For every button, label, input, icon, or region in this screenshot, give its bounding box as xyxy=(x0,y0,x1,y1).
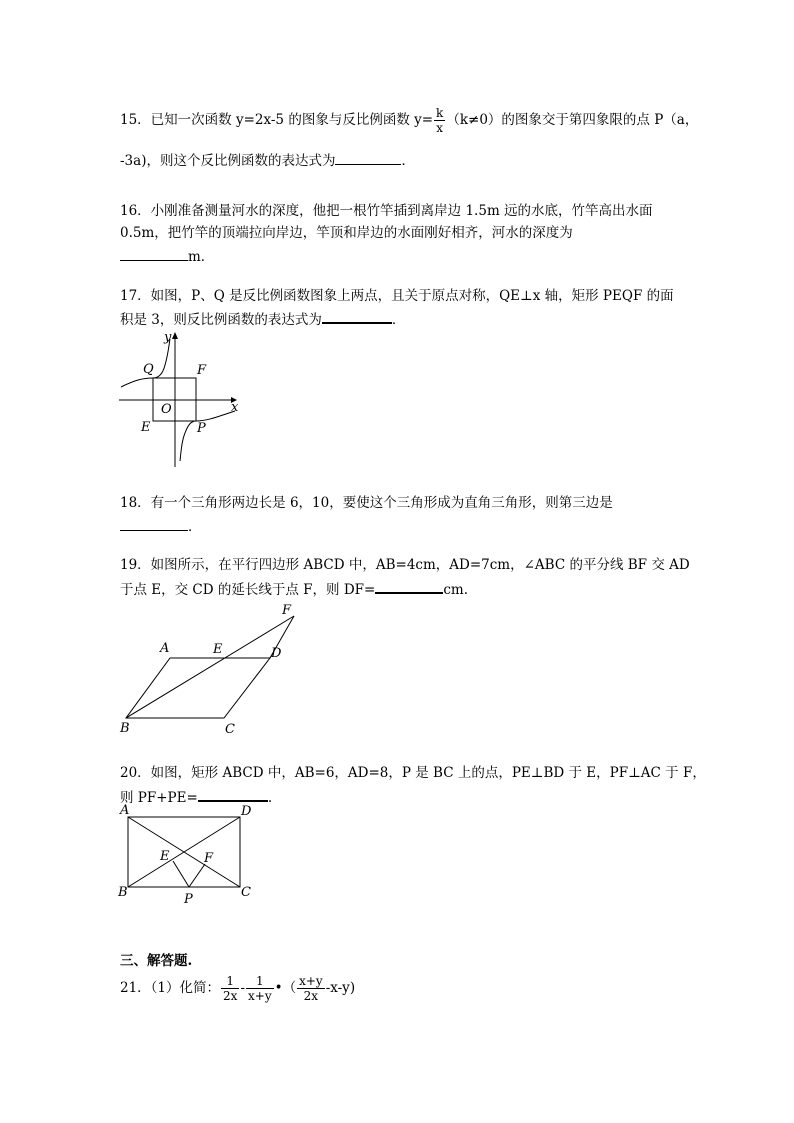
q15-line1 xyxy=(120,106,698,135)
q20-figure-rectangle xyxy=(115,802,260,910)
label-e: E xyxy=(141,420,151,435)
label-q: Q xyxy=(143,362,154,377)
label-e: E xyxy=(213,642,223,657)
q16-line1: 16．小刚准备测量河水的深度，他把一根竹竿插到离岸边 1.5m 远的水底，竹竿高出水面 xyxy=(120,203,653,219)
q17-line1: 17．如图，P、Q 是反比例函数图象上两点，且关于原点对称，QE⊥x 轴，矩形 PEQF 的面 xyxy=(120,288,674,304)
q20-answer-blank[interactable] xyxy=(198,786,268,802)
q15-answer-blank[interactable] xyxy=(335,150,401,165)
label-y: y xyxy=(164,330,172,345)
q15-text-post: （k≠0）的图象交于第四象限的点 P（a， xyxy=(446,112,699,128)
label-c: C xyxy=(241,885,251,900)
label-d: D xyxy=(241,804,252,819)
y-axis-arrow xyxy=(172,332,178,339)
q21-fraction-3: $\frac{x+y}{2x}$ xyxy=(299,974,323,1003)
label-p: P xyxy=(197,421,206,436)
label-f: F xyxy=(197,363,207,378)
segment-pf xyxy=(189,864,205,887)
label-f: F xyxy=(204,851,214,866)
q18-answer-blank[interactable] xyxy=(120,516,188,531)
q19-answer-blank[interactable] xyxy=(375,578,443,594)
q21-fraction-2: $\frac{1}{x+y}$ xyxy=(248,974,272,1003)
section-heading: 三、解答题. xyxy=(120,953,193,969)
q19-figure-parallelogram xyxy=(110,598,310,743)
q18-line1: 18．有一个三角形两边长是 6，10，要使这个三角形成为直角三角形，则第三边是 xyxy=(120,495,613,511)
q21-fraction-1: $\frac{1}{2x}$ xyxy=(223,974,238,1003)
label-f: F xyxy=(282,603,292,618)
q20-line2: 则 PF+PE= . xyxy=(120,786,272,807)
q16-answer-blank[interactable] xyxy=(120,246,188,261)
bisector-bf xyxy=(126,616,294,718)
label-d: D xyxy=(271,646,282,661)
label-a: A xyxy=(160,641,170,656)
q21-line: 21．（1）化简： $\frac{1}{2x}$ - $\frac{1}{x+y}$ •（ $\frac{x+y}{2x}$ -x-y) xyxy=(120,974,356,1003)
label-x: x xyxy=(231,400,239,415)
q15-fraction-k-over-x: $\frac{k}{x}$ xyxy=(436,106,444,135)
label-o: O xyxy=(161,402,172,417)
label-c: C xyxy=(225,722,235,737)
q17-figure-hyperbola xyxy=(115,325,250,475)
label-e: E xyxy=(160,849,170,864)
segment-pe xyxy=(173,861,189,887)
parallelogram-abcd xyxy=(126,658,270,718)
q16-line3: m． xyxy=(120,246,214,266)
q16-line2: 0.5m，把竹竿的顶端拉向岸边，竿顶和岸边的水面刚好相齐，河水的深度为 xyxy=(120,225,573,241)
q19-line1: 19．如图所示，在平行四边形 ABCD 中，AB=4cm，AD=7cm，∠ABC 的平分线 BF 交 AD xyxy=(120,557,690,573)
q17-line2: 积是 3，则反比例函数的表达式为 ． xyxy=(120,308,405,329)
label-p: P xyxy=(184,892,193,907)
label-b: B xyxy=(120,721,130,736)
q17-answer-blank[interactable] xyxy=(322,308,392,324)
q19-line2: 于点 E，交 CD 的延长线于点 F，则 DF= cm. xyxy=(120,578,468,599)
q15-line2: -3a)，则这个反比例函数的表达式为 ． xyxy=(120,150,415,170)
q20-line1: 20．如图，矩形 ABCD 中，AB=6，AD=8，P 是 BC 上的点，PE⊥BD 于 E，PF⊥AC 于 F， xyxy=(120,765,706,781)
hyperbola-branch-p xyxy=(180,411,235,461)
q18-line2: ． xyxy=(120,516,202,536)
label-a: A xyxy=(120,803,130,818)
q15-text-pre: 15．已知一次函数 y=2x-5 的图象与反比例函数 y= xyxy=(120,112,434,128)
label-b: B xyxy=(118,885,128,900)
